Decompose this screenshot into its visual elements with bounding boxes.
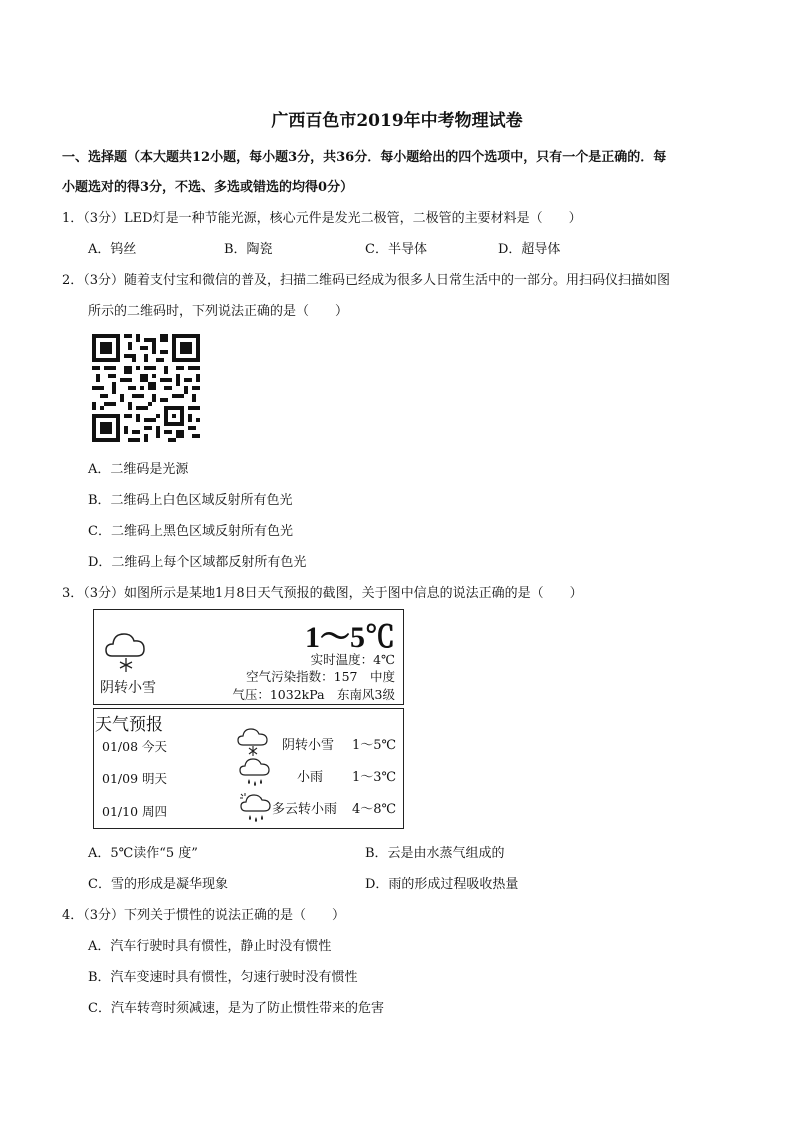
forecast-date: 01/08 今天 — [102, 739, 167, 754]
sun-rain-cloud-icon — [239, 791, 273, 825]
section-heading-line2: 小题选对的得3分，不选、多选或错选的均得0分） — [62, 180, 354, 195]
weather-forecast-panel — [93, 708, 404, 829]
q2-option-b: B．二维码上白色区域反射所有色光 — [88, 493, 293, 508]
forecast-condition: 小雨 — [297, 770, 324, 785]
q3-option-b: B．云是由水蒸气组成的 — [365, 846, 505, 861]
forecast-condition: 多云转小雨 — [272, 802, 338, 817]
q2-option-a: A．二维码是光源 — [88, 462, 189, 477]
forecast-temp: 1～5℃ — [352, 738, 397, 753]
q4-option-a: A．汽车行驶时具有惯性，静止时没有惯性 — [88, 939, 332, 954]
snow-cloud-icon — [104, 626, 148, 674]
forecast-date: 01/10 周四 — [102, 804, 167, 819]
weather-current-panel — [93, 609, 404, 705]
q3-option-a: A．5℃读作“5 度” — [88, 846, 198, 861]
q1-option-a: A．钨丝 — [88, 242, 137, 257]
q3-stem: 3．（3分）如图所示是某地1月8日天气预报的截图，关于图中信息的说法正确的是（ ） — [62, 586, 583, 601]
forecast-temp: 4～8℃ — [352, 802, 397, 817]
snow-cloud-icon — [237, 725, 269, 757]
forecast-date: 01/09 明天 — [102, 771, 167, 786]
forecast-temp: 1～3℃ — [352, 770, 397, 785]
air-quality-index: 空气污染指数：157 中度 — [246, 669, 395, 684]
qr-code-image — [92, 334, 200, 442]
q1-stem: 1．（3分）LED灯是一种节能光源，核心元件是发光二极管，二极管的主要材料是（ ） — [62, 211, 582, 226]
forecast-header: 天气预报 — [95, 715, 163, 735]
pressure-wind: 气压：1032kPa 东南风3级 — [232, 687, 395, 702]
q3-option-d: D．雨的形成过程吸收热量 — [365, 877, 519, 892]
realtime-temp: 实时温度：4℃ — [310, 652, 395, 667]
current-temp-range: 1～5℃ — [305, 621, 395, 654]
rain-cloud-icon — [239, 757, 271, 789]
section-heading-line1: 一、选择题（本大题共12小题，每小题3分，共36分．每小题给出的四个选项中，只有一个是正确的．每 — [62, 150, 667, 165]
q4-stem: 4．（3分）下列关于惯性的说法正确的是（ ） — [62, 908, 346, 923]
q4-option-b: B．汽车变速时具有惯性，匀速行驶时没有惯性 — [88, 970, 358, 985]
q1-option-b: B．陶瓷 — [224, 242, 273, 257]
current-condition: 阴转小雪 — [100, 680, 156, 696]
q1-option-d: D．超导体 — [498, 242, 561, 257]
q2-stem-line2: 所示的二维码时，下列说法正确的是（ ） — [88, 304, 349, 319]
q3-option-c: C．雪的形成是凝华现象 — [88, 877, 228, 892]
q2-option-d: D．二维码上每个区域都反射所有色光 — [88, 555, 307, 570]
q1-option-c: C．半导体 — [365, 242, 427, 257]
q2-option-c: C．二维码上黑色区域反射所有色光 — [88, 524, 293, 539]
forecast-condition: 阴转小雪 — [282, 738, 335, 753]
page-title: 广西百色市2019年中考物理试卷 — [271, 111, 523, 131]
q4-option-c: C．汽车转弯时须减速，是为了防止惯性带来的危害 — [88, 1001, 384, 1016]
q2-stem-line1: 2．（3分）随着支付宝和微信的普及，扫描二维码已经成为很多人日常生活中的一部分。用扫码仪扫描如图 — [62, 273, 671, 288]
